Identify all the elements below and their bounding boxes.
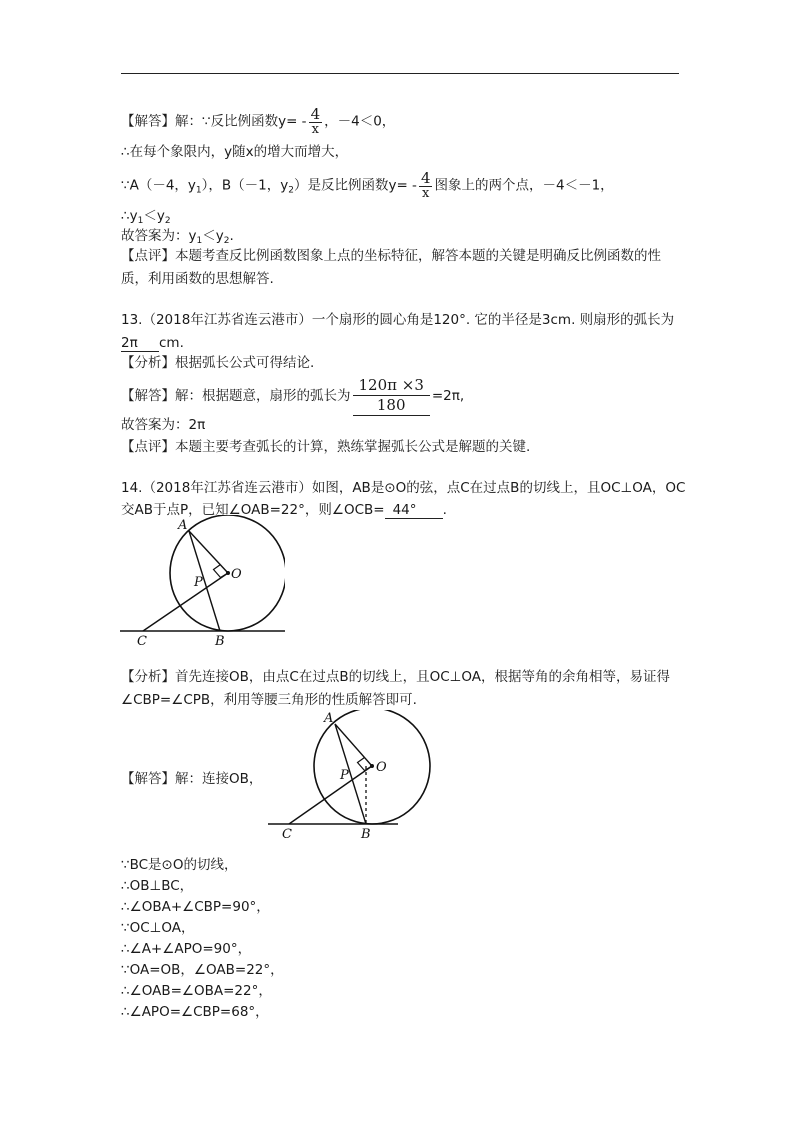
label-p: P xyxy=(340,768,349,783)
fraction-denominator: x xyxy=(309,122,323,137)
fraction-denominator: 180 xyxy=(353,395,430,416)
q12-comment-line-2: 质，利用函数的思想解答. xyxy=(121,271,274,287)
fraction-numerator: 4 xyxy=(310,105,321,123)
q13-answer-blank: 2π xyxy=(121,335,159,352)
q13-unit-text: cm. xyxy=(159,335,184,351)
subscript: 1 xyxy=(196,236,203,246)
q12-text: . xyxy=(229,228,234,244)
q14-answer-blank: 44° xyxy=(385,502,443,519)
q13-comment: 【点评】本题主要考查弧长的计算，熟练掌握弧长公式是解题的关键. xyxy=(121,439,531,455)
q13-text: 【解答】解：根据题意，扇形的弧长为 xyxy=(121,388,351,404)
segment-oc xyxy=(289,766,372,824)
label-a: A xyxy=(178,518,188,533)
q13-text: =2π, xyxy=(431,388,465,404)
label-o: O xyxy=(376,760,387,775)
fraction-denominator: x xyxy=(419,186,433,201)
q13-stem-line-2 xyxy=(121,334,184,352)
q13-solution-line xyxy=(121,376,464,416)
q14-step-6: ∵OA=OB，∠OAB=22°， xyxy=(121,962,284,978)
q14-text: . xyxy=(442,502,447,518)
label-b: B xyxy=(215,634,225,649)
q14-step-1: ∵BC是⊙O的切线， xyxy=(121,857,238,873)
segment-oc xyxy=(143,573,228,631)
header-rule xyxy=(121,73,679,74)
q12-solution-text: ，－4＜0， xyxy=(324,113,396,130)
q12-text: ＜y xyxy=(202,228,224,244)
q14-step-7: ∴∠OAB=∠OBA=22°， xyxy=(121,983,272,999)
q14-analysis-line-2: ∠CBP=∠CPB，利用等腰三角形的性质解答即可. xyxy=(121,692,417,708)
q12-text: 故答案为：y xyxy=(121,228,197,244)
subscript: 2 xyxy=(223,236,230,246)
q14-stem-line-1: 14.（2018年江苏省连云港市）如图，AB是⊙O的弦，点C在过点B的切线上，且OC⊥OA，OC xyxy=(121,480,686,496)
label-c: C xyxy=(137,634,147,649)
label-o: O xyxy=(231,567,242,582)
fraction-arc-length xyxy=(353,376,430,416)
q12-text: ＜y xyxy=(143,208,165,224)
subscript: 1 xyxy=(137,216,144,226)
circle-figure-2 xyxy=(268,710,433,845)
label-b: B xyxy=(361,827,371,842)
q12-text: ）是反比例函数y= - xyxy=(293,177,417,194)
q14-analysis-line-1: 【分析】首先连接OB，由点C在过点B的切线上，且OC⊥OA，根据等角的余角相等，易证得 xyxy=(121,669,671,685)
center-point xyxy=(370,764,374,768)
q12-text: ），B（－1，y xyxy=(201,177,289,194)
fraction-4-over-x xyxy=(419,170,433,201)
q12-solution-line-2: ∴在每个象限内，y随x的增大而增大， xyxy=(121,144,349,160)
q12-text: ∴y xyxy=(121,208,138,224)
q14-step-3: ∴∠OBA+∠CBP=90°， xyxy=(121,899,270,915)
q12-text: ∵A（－4，y xyxy=(121,177,196,194)
q14-step-8: ∴∠APO=∠CBP=68°， xyxy=(121,1004,269,1020)
q13-analysis: 【分析】根据弧长公式可得结论. xyxy=(121,355,315,371)
center-point xyxy=(226,571,230,575)
fraction-4-over-x xyxy=(309,106,323,137)
q14-solution-intro: 【解答】解：连接OB， xyxy=(121,771,263,787)
q13-answer-line: 故答案为：2π xyxy=(121,417,206,433)
q12-text: 图象上的两个点，－4＜－1， xyxy=(434,177,614,194)
q14-step-4: ∵OC⊥OA， xyxy=(121,920,195,936)
label-c: C xyxy=(282,827,292,842)
segment-oa xyxy=(335,724,372,766)
q14-step-2: ∴OB⊥BC， xyxy=(121,878,194,894)
q14-step-5: ∴∠A+∠APO=90°， xyxy=(121,941,252,957)
label-a: A xyxy=(324,711,334,726)
q12-solution-text: 【解答】解：∵反比例函数y= - xyxy=(121,113,307,130)
q14-text: 交AB于点P，已知∠OAB=22°，则∠OCB= xyxy=(121,502,385,518)
q12-comment-line-1: 【点评】本题考查反比例函数图象上点的坐标特征，解答本题的关键是明确反比例函数的性 xyxy=(121,248,661,264)
q12-solution-line-3 xyxy=(121,170,614,201)
subscript: 1 xyxy=(195,185,202,196)
label-p: P xyxy=(194,575,203,590)
subscript: 2 xyxy=(164,216,171,226)
fraction-numerator: 4 xyxy=(420,169,431,187)
q12-solution-line-1 xyxy=(121,106,395,137)
q13-stem-line-1: 13.（2018年江苏省连云港市）一个扇形的圆心角是120°. 它的半径是3cm. 则扇形的弧长为 xyxy=(121,312,675,328)
subscript: 2 xyxy=(288,185,294,196)
fraction-numerator: 120π ×3 xyxy=(358,376,424,394)
circle-figure-1 xyxy=(120,515,285,650)
